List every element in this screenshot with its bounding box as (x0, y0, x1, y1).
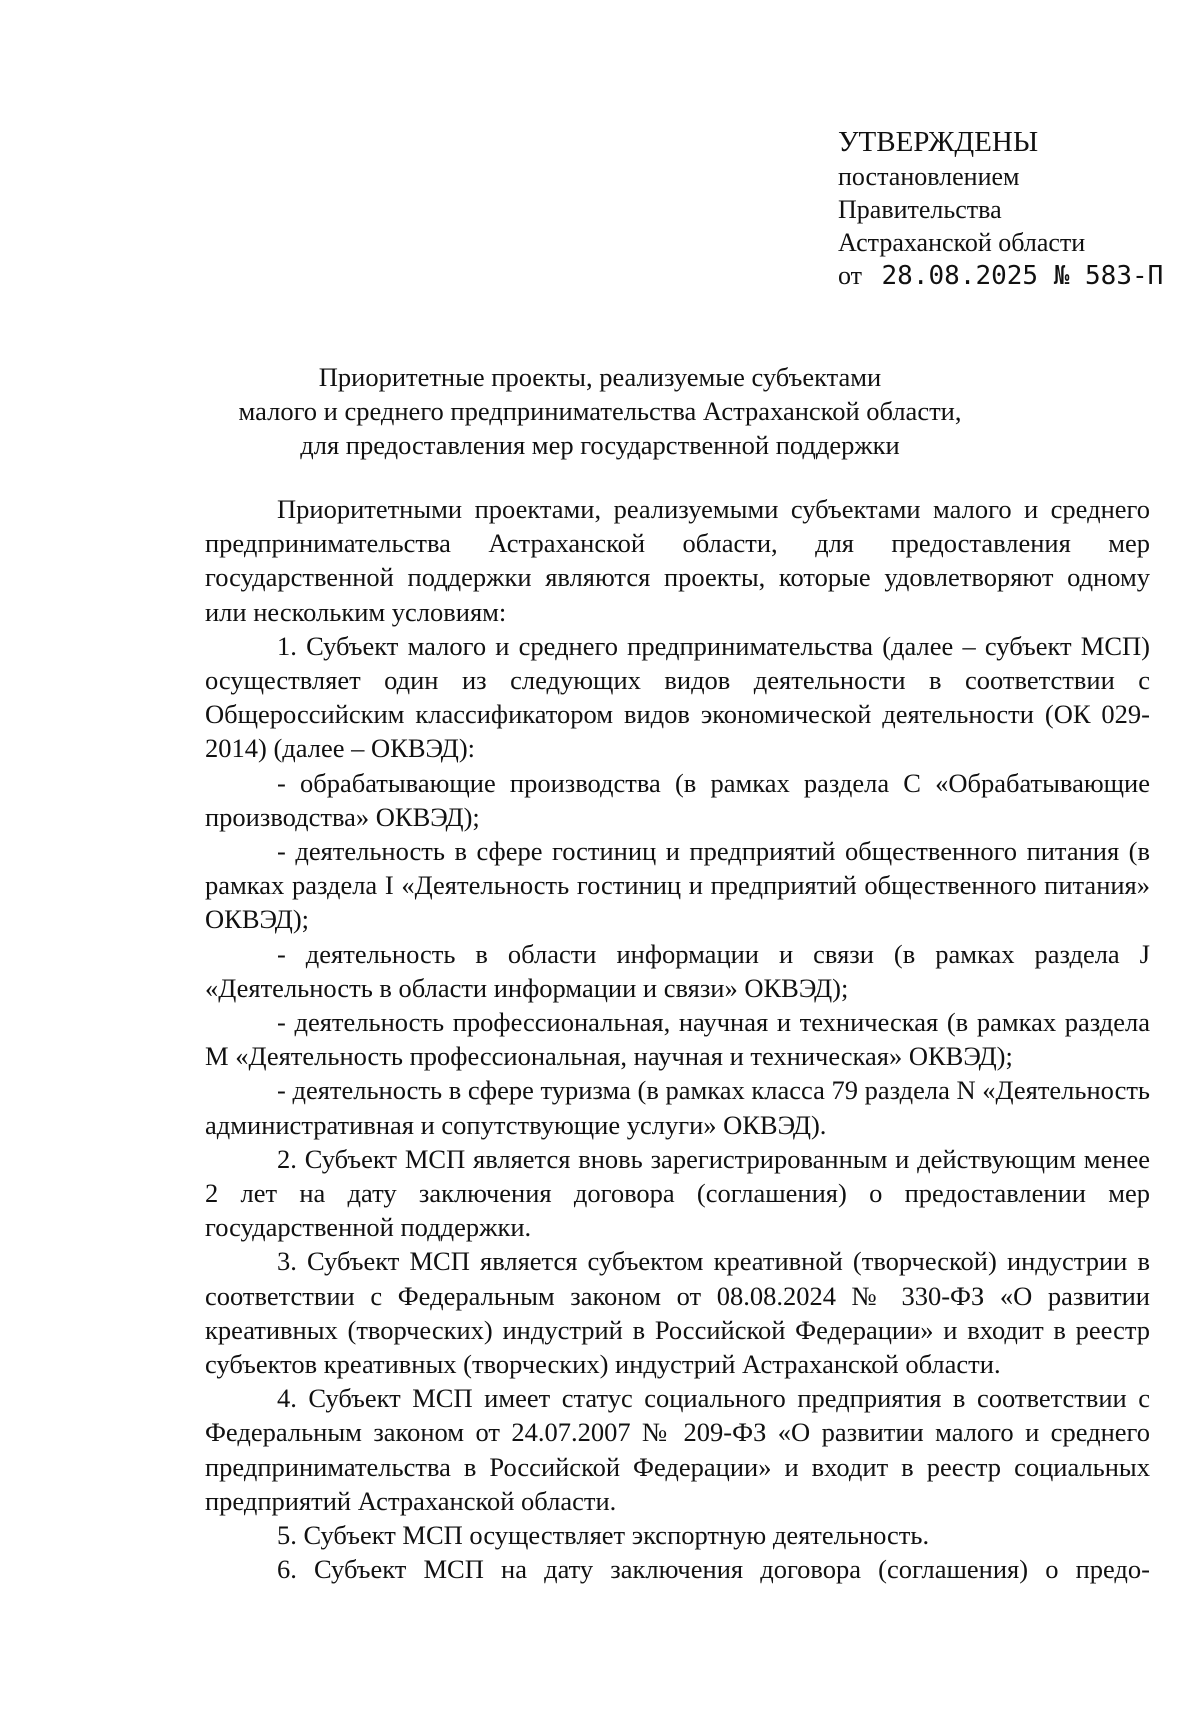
title-line-2: малого и среднего предпринимательства Астраханской области, (238, 396, 962, 426)
approval-line-2: Правительства (838, 195, 1002, 224)
approval-line-1: постановлением (838, 162, 1020, 191)
paragraph-subitem-professional: - деятельность профессиональная, научная и техническая (в рамках раздела M «Деятельность профессиональная, научная и техническая» ОКВЭД); (205, 1007, 1150, 1072)
approval-stamp (838, 124, 1163, 293)
paragraph-item-3: 3. Субъект МСП является субъектом креативной (творческой) индустрии в соответствии с Федеральным законом от 08.08.2024 № 330-ФЗ «О развитии креативных (творческих) индустрий в Российской Федерации» и входит в реестр субъектов креативных (творческих) индустрий Астраханской области. (205, 1246, 1150, 1380)
paragraph-intro: Приоритетными проектами, реализуемыми субъектами малого и среднего предпринимательства Астраханской области, для предоставления мер государственной поддержки являются проекты, которые удовлетворяют одному или нескольким условиям: (205, 494, 1150, 627)
paragraph-item-5: 5. Субъект МСП осуществляет экспортную деятельность. (277, 1520, 930, 1551)
paragraph-subitem-hotels: - деятельность в сфере гостиниц и предприятий общественного питания (в рамках раздела I «Деятельность гостиниц и предприятий общественного питания» ОКВЭД); (205, 836, 1150, 935)
approval-date-line (838, 259, 1163, 293)
approval-date-prefix: от (838, 261, 863, 290)
approval-line-3: Астраханской области (838, 228, 1086, 257)
paragraph-item-4: 4. Субъект МСП имеет статус социального предприятия в соответствии с Федеральным законом от 24.07.2007 № 209-ФЗ «О развитии малого и среднего предпринимательства в Российской Федерации» и входит в реестр социальных предприятий Астраханской области. (205, 1383, 1150, 1516)
paragraph-subitem-manufacturing: - обрабатывающие производства (в рамках раздела C «Обрабатывающие производства» ОКВЭД); (205, 767, 1150, 832)
title-line-3: для предоставления мер государственной поддержки (300, 430, 900, 460)
document-title (160, 360, 1040, 462)
paragraph-subitem-tourism: - деятельность в сфере туризма (в рамках класса 79 раздела N «Деятельность административная и сопутствующие услуги» ОКВЭД). (205, 1075, 1150, 1140)
paragraph-item-2: 2. Субъект МСП является вновь зарегистрированным и действующим менее 2 лет на дату заключения договора (соглашения) о предоставлении мер государственной поддержки. (205, 1143, 1150, 1243)
approval-heading: УТВЕРЖДЕНЫ (838, 126, 1039, 158)
approval-date-number: 28.08.2025 № 583-П (881, 261, 1164, 291)
paragraph-item-6: 6. Субъект МСП на дату заключения договора (соглашения) о предо- (277, 1554, 1150, 1585)
title-line-1: Приоритетные проекты, реализуемые субъектами (318, 362, 882, 392)
paragraph-item-1: 1. Субъект малого и среднего предпринимательства (далее – субъект МСП) осуществляет один из следующих видов деятельности в соответствии с Общероссийским классификатором видов экономической деятельности (ОК 029-2014) (далее – ОКВЭД): (205, 630, 1150, 764)
document-body (205, 492, 1150, 1587)
paragraph-subitem-it: - деятельность в области информации и связи (в рамках раздела J «Деятельность в области информации и связи» ОКВЭД); (205, 938, 1150, 1003)
